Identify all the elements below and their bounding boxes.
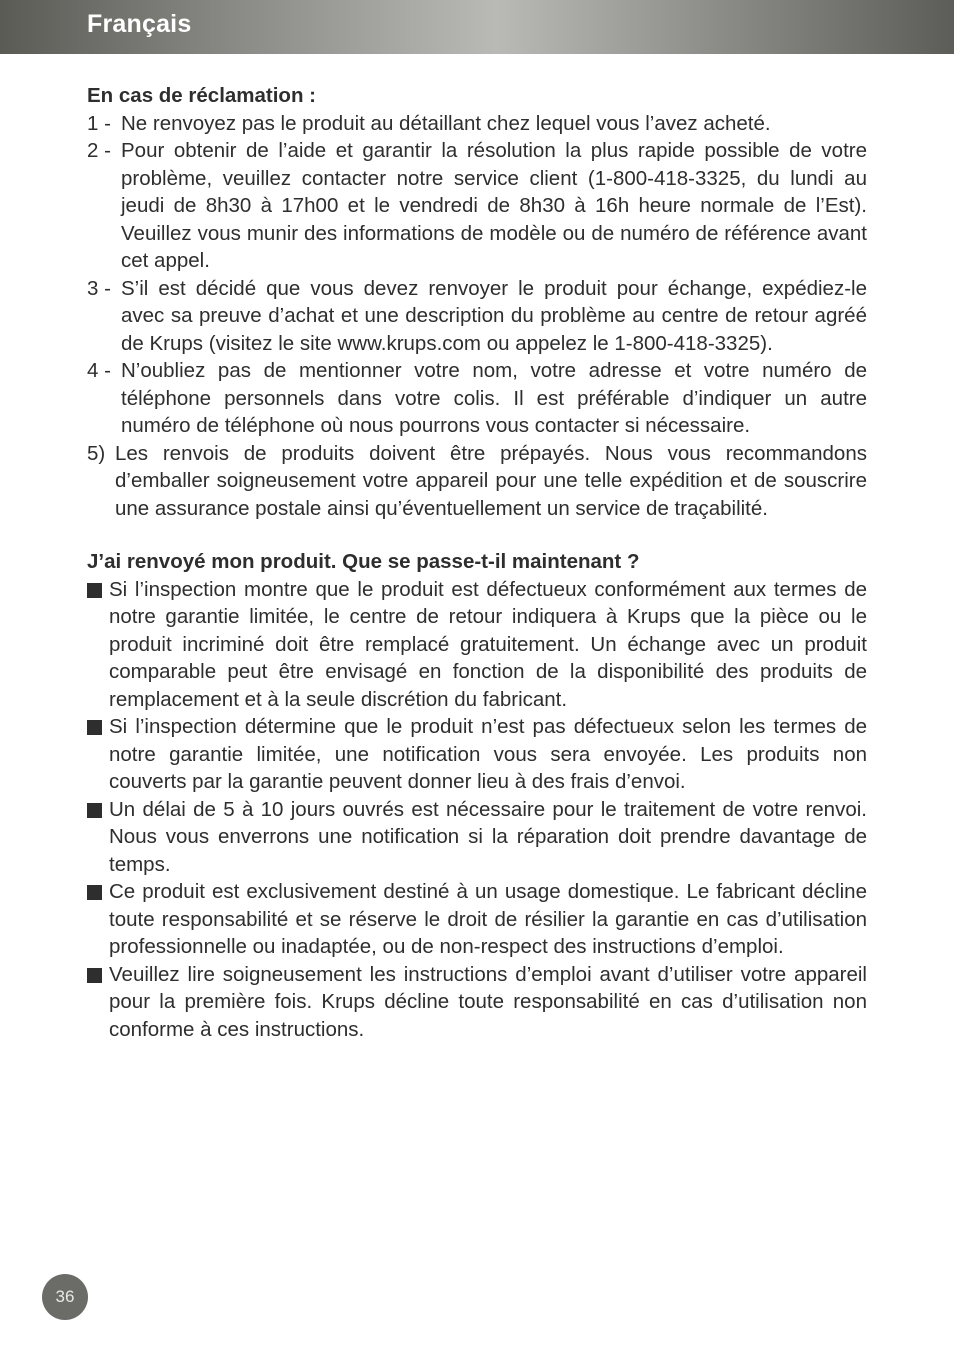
language-header-bar (0, 0, 954, 54)
returned-info-list (87, 576, 867, 1044)
list-item-text: Un délai de 5 à 10 jours ouvrés est nécessaire pour le traitement de votre renvoi. Nous vous enverrons une notification si la réparation doit prendre davantage de temps. (109, 797, 867, 876)
square-bullet-icon (87, 583, 102, 598)
section-heading-complaint: En cas de réclamation : (87, 84, 317, 107)
list-marker: 5) (87, 441, 106, 465)
list-item-text: Ne renvoyez pas le produit au détaillant chez lequel vous l’avez acheté. (121, 111, 771, 135)
list-item-text: Si l’inspection détermine que le produit n’est pas défectueux selon les termes de notre garantie limitée, une notification vous sera envoyée. Les produits non couverts par la garantie peuvent donner lieu à des frais d’envoi. (109, 715, 867, 793)
square-bullet-icon (87, 968, 102, 983)
list-item-text: Si l’inspection montre que le produit est défectueux conformément aux termes de notre garantie limitée, le centre de retour indiquera à Krups que la pièce ou le produit incriminé doit être remplacé gratuitement. Un échange avec un produit comparable peut être envisagé en fonction de la disponibilité des produits de remplacement et à la seule discrétion du fabricant. (109, 577, 867, 711)
list-item (87, 878, 867, 961)
list-item-text: Veuillez lire soigneusement les instructions d’emploi avant d’utiliser votre appareil pour la première fois. Krups décline toute responsabilité en cas d’utilisation non conforme à ces instructions. (109, 962, 867, 1041)
list-item (87, 440, 867, 523)
list-marker: 3 - (87, 276, 111, 300)
complaint-steps-list (87, 110, 867, 523)
list-marker: 2 - (87, 139, 111, 162)
section-spacer (87, 522, 867, 548)
list-item (87, 275, 867, 358)
list-item-text: Les renvois de produits doivent être prépayés. Nous vous recommandons d’emballer soigneusement votre appareil pour une telle expédition et de souscrire une assurance postale ainsi qu’éventuellement un service de traçabilité. (115, 441, 867, 520)
list-item (87, 961, 867, 1044)
list-item (87, 796, 867, 879)
section-heading-returned: J’ai renvoyé mon produit. Que se passe-t-il maintenant ? (87, 550, 640, 573)
page-content (87, 82, 867, 1043)
list-item (87, 110, 867, 138)
list-marker: 4 - (87, 359, 111, 382)
list-item-text: Ce produit est exclusivement destiné à un usage domestique. Le fabricant décline toute responsabilité et se réserve le droit de résilier la garantie en cas d’utilisation professionnelle ou inadaptée, ou de non-respect des instructions d’emploi. (109, 880, 867, 958)
list-item-text: N’oubliez pas de mentionner votre nom, votre adresse et votre numéro de téléphone personnels dans votre colis. Il est préférable d’indiquer un autre numéro de téléphone où nous pourrons vous contacter si nécessaire. (121, 359, 867, 437)
list-item-text: S’il est décidé que vous devez renvoyer le produit pour échange, expédiez-le avec sa preuve d’achat et une description du problème au centre de retour agréé de Krups (visitez le site www.krups.com ou appelez le 1-800-418-3325). (121, 276, 867, 355)
page-number: 36 (55, 1287, 75, 1306)
square-bullet-icon (87, 885, 102, 900)
square-bullet-icon (87, 803, 102, 818)
list-marker: 1 - (87, 111, 111, 135)
list-item-text: Pour obtenir de l’aide et garantir la résolution la plus rapide possible de votre problème, veuillez contacter notre service client (1-800-418-3325, du lundi au jeudi de 8h30 à 17h00 et le vendredi de 8h30 à 16h heure normale de l’Est). Veuillez vous munir des informations de modèle ou de numéro de référence avant cet appel. (121, 139, 867, 272)
list-item (87, 713, 867, 796)
list-item (87, 137, 867, 275)
square-bullet-icon (87, 720, 102, 735)
list-item (87, 357, 867, 440)
language-title: Français (87, 10, 192, 38)
list-item (87, 576, 867, 714)
page-number-badge (42, 1274, 88, 1320)
